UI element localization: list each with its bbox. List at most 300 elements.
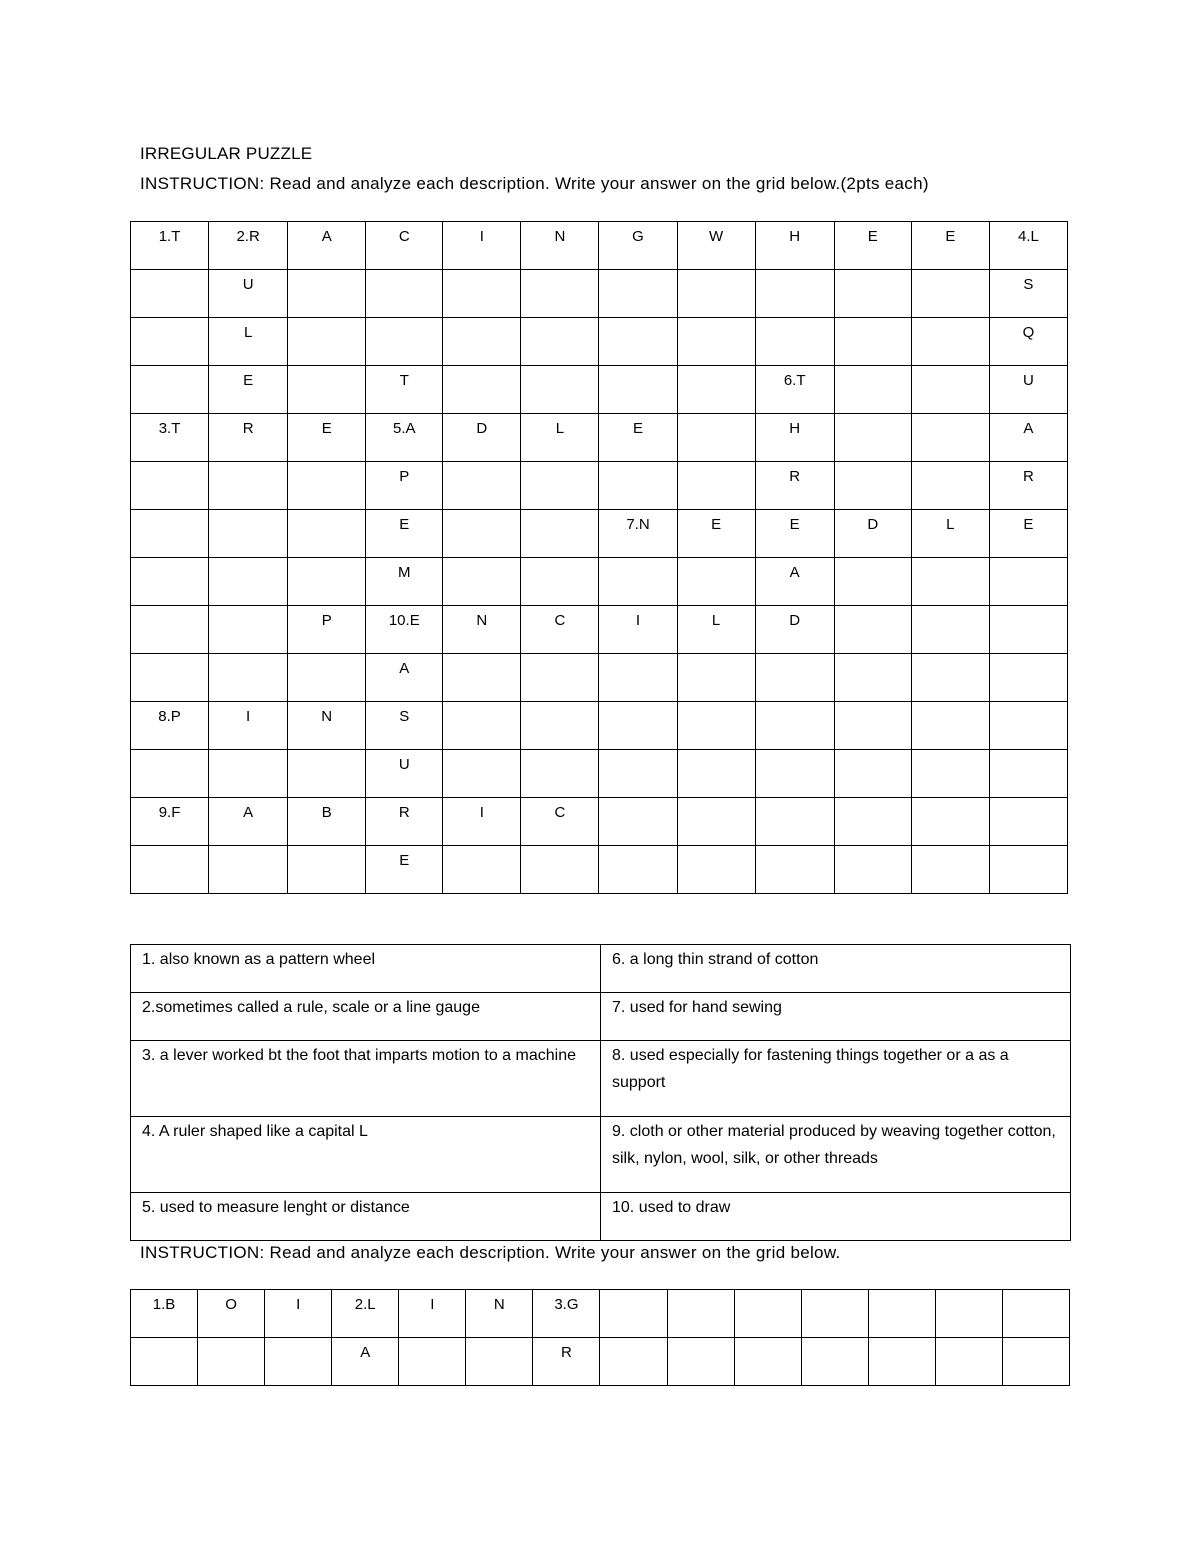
grid-cell-letter <box>835 846 911 852</box>
grid-row <box>131 414 1068 462</box>
grid-cell-letter <box>599 318 676 324</box>
grid-cell[interactable] <box>131 1290 198 1338</box>
clue-cell: 4. A ruler shaped like a capital L <box>131 1117 601 1193</box>
grid-cell[interactable] <box>834 798 911 846</box>
grid-cell[interactable] <box>209 846 288 894</box>
grid-cell[interactable] <box>989 270 1067 318</box>
grid-cell[interactable] <box>131 414 209 462</box>
grid-cell-letter <box>990 798 1067 804</box>
grid-cell-letter <box>443 366 520 372</box>
grid-cell[interactable] <box>911 222 989 270</box>
grid-cell[interactable] <box>834 606 911 654</box>
grid-cell-letter <box>990 606 1067 612</box>
grid-cell-letter: A <box>360 1344 371 1361</box>
grid-cell-letter <box>131 606 208 612</box>
grid-cell-letter <box>265 1338 331 1344</box>
clue-cell: 2.sometimes called a rule, scale or a line gauge <box>131 993 601 1041</box>
grid-cell[interactable] <box>288 654 366 702</box>
grid-cell-letter: 1.B <box>152 1296 176 1313</box>
grid-cell[interactable] <box>521 750 599 798</box>
grid-cell[interactable] <box>366 558 443 606</box>
grid-cell[interactable] <box>868 1290 935 1338</box>
grid-cell-letter <box>678 318 755 324</box>
grid-cell-letter <box>756 846 834 852</box>
grid-cell[interactable] <box>366 222 443 270</box>
grid-cell[interactable] <box>399 1290 466 1338</box>
grid-cell[interactable] <box>599 606 677 654</box>
grid-row <box>131 558 1068 606</box>
grid-cell[interactable] <box>834 846 911 894</box>
grid-cell[interactable] <box>209 798 288 846</box>
grid-cell[interactable] <box>131 510 209 558</box>
grid-cell[interactable] <box>677 702 755 750</box>
grid-cell[interactable] <box>288 318 366 366</box>
grid-cell-letter <box>131 318 208 324</box>
grid-cell[interactable] <box>677 270 755 318</box>
grid-cell[interactable] <box>755 366 834 414</box>
grid-cell[interactable] <box>521 558 599 606</box>
grid-cell[interactable] <box>755 798 834 846</box>
grid-cell[interactable] <box>209 462 288 510</box>
grid-cell[interactable] <box>366 510 443 558</box>
grid-cell[interactable] <box>131 654 209 702</box>
grid-cell-letter <box>366 318 442 324</box>
grid-cell[interactable] <box>288 270 366 318</box>
grid-cell[interactable] <box>677 606 755 654</box>
grid-cell-letter: 4.L <box>1018 228 1039 245</box>
grid-cell-letter <box>756 702 834 708</box>
grid-cell-letter <box>288 270 365 276</box>
grid-cell-letter <box>990 654 1067 660</box>
grid-cell-letter <box>936 1290 1002 1296</box>
grid-cell-letter: Q <box>1022 324 1035 341</box>
grid-cell[interactable] <box>288 366 366 414</box>
grid-cell[interactable] <box>911 846 989 894</box>
grid-cell-letter <box>599 846 676 852</box>
grid-cell-letter <box>912 366 989 372</box>
grid-cell[interactable] <box>288 798 366 846</box>
grid-cell[interactable] <box>834 414 911 462</box>
grid-cell[interactable] <box>265 1290 332 1338</box>
grid-cell[interactable] <box>677 510 755 558</box>
clue-row <box>131 1193 1071 1241</box>
grid-cell-letter: H <box>789 420 801 437</box>
grid-cell[interactable] <box>443 558 521 606</box>
grid-cell[interactable] <box>209 414 288 462</box>
grid-cell[interactable] <box>834 750 911 798</box>
grid-cell[interactable] <box>834 318 911 366</box>
grid-cell[interactable] <box>332 1290 399 1338</box>
grid-cell-letter <box>209 462 287 468</box>
grid-cell[interactable] <box>989 606 1067 654</box>
grid-cell[interactable] <box>265 1338 332 1386</box>
grid-cell-letter <box>443 270 520 276</box>
grid-cell[interactable] <box>755 750 834 798</box>
grid-cell[interactable] <box>935 1290 1002 1338</box>
grid-cell[interactable] <box>755 702 834 750</box>
grid-cell[interactable] <box>131 222 209 270</box>
grid-cell[interactable] <box>533 1338 600 1386</box>
grid-row <box>131 798 1068 846</box>
grid-cell[interactable] <box>599 798 677 846</box>
grid-cell[interactable] <box>288 750 366 798</box>
grid-cell-letter <box>756 270 834 276</box>
grid-cell[interactable] <box>734 1290 801 1338</box>
grid-cell[interactable] <box>989 366 1067 414</box>
grid-cell[interactable] <box>209 222 288 270</box>
grid-cell-letter: N <box>493 1296 505 1313</box>
grid-cell-letter: E <box>321 420 332 437</box>
grid-cell[interactable] <box>667 1338 734 1386</box>
grid-cell[interactable] <box>677 654 755 702</box>
grid-cell[interactable] <box>288 702 366 750</box>
grid-cell[interactable] <box>288 222 366 270</box>
grid-cell[interactable] <box>1002 1338 1069 1386</box>
grid-cell-letter: L <box>711 612 721 629</box>
grid-cell[interactable] <box>989 558 1067 606</box>
grid-cell-letter: D <box>789 612 801 629</box>
grid-cell[interactable] <box>989 798 1067 846</box>
grid-cell[interactable] <box>989 462 1067 510</box>
grid-cell[interactable] <box>834 366 911 414</box>
grid-cell[interactable] <box>734 1338 801 1386</box>
grid-cell[interactable] <box>599 270 677 318</box>
grid-cell[interactable] <box>466 1338 533 1386</box>
grid-cell[interactable] <box>911 318 989 366</box>
grid-cell[interactable] <box>443 750 521 798</box>
grid-cell-letter: S <box>1023 276 1034 293</box>
grid-cell-letter <box>366 270 442 276</box>
grid-cell[interactable] <box>443 798 521 846</box>
grid-cell[interactable] <box>989 414 1067 462</box>
grid-cell[interactable] <box>521 366 599 414</box>
grid-cell-letter <box>912 606 989 612</box>
grid-cell[interactable] <box>599 750 677 798</box>
grid-cell[interactable] <box>366 414 443 462</box>
grid-cell[interactable] <box>911 798 989 846</box>
grid-cell[interactable] <box>209 558 288 606</box>
grid-cell[interactable] <box>131 750 209 798</box>
grid-cell[interactable] <box>443 222 521 270</box>
grid-cell[interactable] <box>677 318 755 366</box>
grid-cell-letter <box>912 702 989 708</box>
grid-cell[interactable] <box>911 654 989 702</box>
grid-cell-letter <box>399 1338 465 1344</box>
grid-cell[interactable] <box>288 414 366 462</box>
grid-cell-letter: E <box>1023 516 1034 533</box>
grid-cell[interactable] <box>599 558 677 606</box>
grid-cell[interactable] <box>935 1338 1002 1386</box>
grid-cell[interactable] <box>443 846 521 894</box>
grid-cell[interactable] <box>755 414 834 462</box>
grid-cell[interactable] <box>209 318 288 366</box>
grid-cell[interactable] <box>131 462 209 510</box>
grid-cell[interactable] <box>288 558 366 606</box>
grid-cell[interactable] <box>667 1290 734 1338</box>
grid-cell[interactable] <box>443 462 521 510</box>
grid-row <box>131 750 1068 798</box>
grid-cell[interactable] <box>131 846 209 894</box>
grid-cell[interactable] <box>868 1338 935 1386</box>
grid-cell[interactable] <box>443 270 521 318</box>
grid-cell[interactable] <box>521 606 599 654</box>
grid-cell-letter <box>869 1290 935 1296</box>
grid-cell-letter <box>521 750 598 756</box>
clues-table <box>130 944 1071 1241</box>
grid-cell[interactable] <box>366 702 443 750</box>
grid-cell[interactable] <box>366 366 443 414</box>
grid-cell[interactable] <box>755 846 834 894</box>
grid-cell-letter <box>668 1290 734 1296</box>
grid-cell[interactable] <box>600 1338 667 1386</box>
clue-cell: 1. also known as a pattern wheel <box>131 945 601 993</box>
grid-cell[interactable] <box>677 750 755 798</box>
grid-cell-letter <box>599 270 676 276</box>
grid-cell-letter: R <box>789 468 801 485</box>
grid-cell-letter <box>288 318 365 324</box>
grid-cell-letter: U <box>398 756 410 773</box>
grid-cell[interactable] <box>801 1338 868 1386</box>
grid-cell[interactable] <box>755 222 834 270</box>
grid-cell[interactable] <box>599 318 677 366</box>
grid-cell-letter <box>678 366 755 372</box>
grid-cell[interactable] <box>198 1338 265 1386</box>
grid-cell[interactable] <box>677 798 755 846</box>
grid-cell[interactable] <box>288 846 366 894</box>
grid-cell[interactable] <box>209 654 288 702</box>
grid-cell-letter <box>912 846 989 852</box>
grid-cell-letter <box>990 750 1067 756</box>
grid-cell[interactable] <box>599 654 677 702</box>
grid-cell[interactable] <box>989 750 1067 798</box>
grid-cell[interactable] <box>131 558 209 606</box>
grid-cell[interactable] <box>911 270 989 318</box>
grid-cell[interactable] <box>366 270 443 318</box>
grid-cell[interactable] <box>332 1338 399 1386</box>
grid-cell[interactable] <box>366 798 443 846</box>
grid-cell[interactable] <box>521 222 599 270</box>
grid-cell[interactable] <box>521 318 599 366</box>
grid-cell[interactable] <box>399 1338 466 1386</box>
grid-cell[interactable] <box>989 654 1067 702</box>
grid-cell[interactable] <box>443 510 521 558</box>
grid-cell-letter <box>990 846 1067 852</box>
grid-cell[interactable] <box>521 702 599 750</box>
grid-cell[interactable] <box>521 414 599 462</box>
grid-cell[interactable] <box>443 318 521 366</box>
grid-cell[interactable] <box>599 846 677 894</box>
grid-cell[interactable] <box>599 414 677 462</box>
grid-cell[interactable] <box>443 366 521 414</box>
grid-cell[interactable] <box>466 1290 533 1338</box>
grid-cell[interactable] <box>755 654 834 702</box>
grid-cell[interactable] <box>755 270 834 318</box>
grid-cell[interactable] <box>834 654 911 702</box>
grid-cell-letter <box>466 1338 532 1344</box>
grid-cell-letter: 3.G <box>554 1296 579 1313</box>
grid-cell-letter <box>443 846 520 852</box>
grid-cell[interactable] <box>288 462 366 510</box>
grid-cell[interactable] <box>989 846 1067 894</box>
grid-cell[interactable] <box>131 606 209 654</box>
grid-cell-letter <box>912 558 989 564</box>
grid-cell[interactable] <box>755 606 834 654</box>
grid-cell[interactable] <box>834 222 911 270</box>
grid-cell-letter <box>835 798 911 804</box>
grid-cell[interactable] <box>198 1290 265 1338</box>
grid-cell[interactable] <box>521 654 599 702</box>
grid-cell[interactable] <box>989 222 1067 270</box>
grid-cell[interactable] <box>366 654 443 702</box>
grid-cell-letter: N <box>476 612 488 629</box>
grid-cell[interactable] <box>677 462 755 510</box>
grid-cell[interactable] <box>834 510 911 558</box>
grid-cell[interactable] <box>599 510 677 558</box>
grid-cell[interactable] <box>521 798 599 846</box>
grid-cell-letter: L <box>243 324 253 341</box>
grid-cell[interactable] <box>834 702 911 750</box>
grid-cell[interactable] <box>755 510 834 558</box>
grid-cell[interactable] <box>755 318 834 366</box>
grid-cell[interactable] <box>366 462 443 510</box>
grid-cell[interactable] <box>677 558 755 606</box>
grid-cell-letter <box>288 846 365 852</box>
grid-cell-letter <box>678 270 755 276</box>
grid-cell[interactable] <box>677 414 755 462</box>
grid-cell[interactable] <box>677 366 755 414</box>
grid-cell[interactable] <box>600 1290 667 1338</box>
grid-cell-letter: C <box>554 804 566 821</box>
grid-cell[interactable] <box>911 750 989 798</box>
grid-cell-letter <box>131 846 208 852</box>
grid-cell[interactable] <box>911 702 989 750</box>
grid-cell[interactable] <box>677 222 755 270</box>
grid-cell[interactable] <box>755 462 834 510</box>
grid-cell[interactable] <box>834 558 911 606</box>
grid-cell[interactable] <box>911 606 989 654</box>
grid-cell[interactable] <box>599 366 677 414</box>
grid-cell[interactable] <box>131 798 209 846</box>
grid-cell[interactable] <box>599 702 677 750</box>
grid-cell[interactable] <box>443 606 521 654</box>
grid-cell[interactable] <box>533 1290 600 1338</box>
grid-cell-letter <box>599 558 676 564</box>
grid-cell[interactable] <box>521 510 599 558</box>
grid-cell-letter <box>521 654 598 660</box>
grid-cell[interactable] <box>131 702 209 750</box>
grid-cell-letter: I <box>430 1296 435 1313</box>
grid-cell[interactable] <box>834 462 911 510</box>
grid-cell[interactable] <box>911 558 989 606</box>
grid-cell[interactable] <box>366 318 443 366</box>
grid-cell[interactable] <box>366 846 443 894</box>
grid-row <box>131 702 1068 750</box>
grid-cell-letter <box>835 558 911 564</box>
grid-cell-letter: M <box>398 564 411 581</box>
grid-cell[interactable] <box>288 606 366 654</box>
grid-cell[interactable] <box>288 510 366 558</box>
grid-cell[interactable] <box>599 462 677 510</box>
grid-row <box>131 846 1068 894</box>
grid-cell-letter: T <box>399 372 409 389</box>
grid-cell-letter: I <box>479 804 484 821</box>
grid-cell-letter <box>735 1338 801 1344</box>
grid-cell[interactable] <box>1002 1290 1069 1338</box>
grid-cell-letter: E <box>945 228 956 245</box>
grid-cell-letter <box>131 510 208 516</box>
grid-cell[interactable] <box>521 462 599 510</box>
grid-cell[interactable] <box>209 750 288 798</box>
grid-cell-letter <box>288 558 365 564</box>
grid-cell[interactable] <box>911 366 989 414</box>
grid-cell[interactable] <box>834 270 911 318</box>
grid-cell[interactable] <box>209 702 288 750</box>
grid-cell[interactable] <box>755 558 834 606</box>
grid-cell[interactable] <box>209 270 288 318</box>
grid-cell-letter <box>912 750 989 756</box>
grid-cell-letter: L <box>555 420 565 437</box>
grid-cell[interactable] <box>443 654 521 702</box>
grid-cell[interactable] <box>131 366 209 414</box>
clue-cell: 10. used to draw <box>601 1193 1071 1241</box>
grid-cell[interactable] <box>209 510 288 558</box>
grid-cell[interactable] <box>443 702 521 750</box>
grid-cell-letter: B <box>321 804 332 821</box>
grid-cell-letter: O <box>225 1296 237 1313</box>
grid-cell[interactable] <box>911 462 989 510</box>
grid-cell-letter <box>521 270 598 276</box>
grid-cell-letter <box>756 654 834 660</box>
grid-cell-letter <box>599 798 676 804</box>
grid-cell[interactable] <box>599 222 677 270</box>
grid-cell[interactable] <box>366 750 443 798</box>
grid-cell-letter <box>288 654 365 660</box>
grid-cell-letter: 1.T <box>158 228 181 245</box>
grid-cell-letter <box>209 750 287 756</box>
grid-cell[interactable] <box>989 318 1067 366</box>
grid-cell-letter <box>835 270 911 276</box>
grid-cell-letter <box>288 462 365 468</box>
grid-row <box>131 1290 1070 1338</box>
grid-cell[interactable] <box>911 414 989 462</box>
grid-cell-letter <box>131 654 208 660</box>
grid-cell-letter <box>209 846 287 852</box>
grid-cell-letter <box>1003 1290 1069 1296</box>
grid-cell-letter <box>599 462 676 468</box>
grid-cell[interactable] <box>209 366 288 414</box>
grid-cell[interactable] <box>521 846 599 894</box>
grid-cell-letter: C <box>398 228 410 245</box>
grid-cell[interactable] <box>677 846 755 894</box>
grid-cell[interactable] <box>989 702 1067 750</box>
grid-cell-letter <box>443 318 520 324</box>
grid-cell[interactable] <box>209 606 288 654</box>
grid-cell[interactable] <box>131 270 209 318</box>
grid-cell-letter: 2.L <box>354 1296 376 1313</box>
grid-cell[interactable] <box>989 510 1067 558</box>
grid-cell[interactable] <box>801 1290 868 1338</box>
grid-cell[interactable] <box>131 318 209 366</box>
grid-cell-letter: 7.N <box>626 516 650 533</box>
grid-cell[interactable] <box>911 510 989 558</box>
grid-cell[interactable] <box>131 1338 198 1386</box>
grid-cell-letter <box>835 702 911 708</box>
grid-cell[interactable] <box>521 270 599 318</box>
grid-cell[interactable] <box>366 606 443 654</box>
clue-cell: 7. used for hand sewing <box>601 993 1071 1041</box>
grid-cell[interactable] <box>443 414 521 462</box>
grid-cell-letter: P <box>321 612 332 629</box>
